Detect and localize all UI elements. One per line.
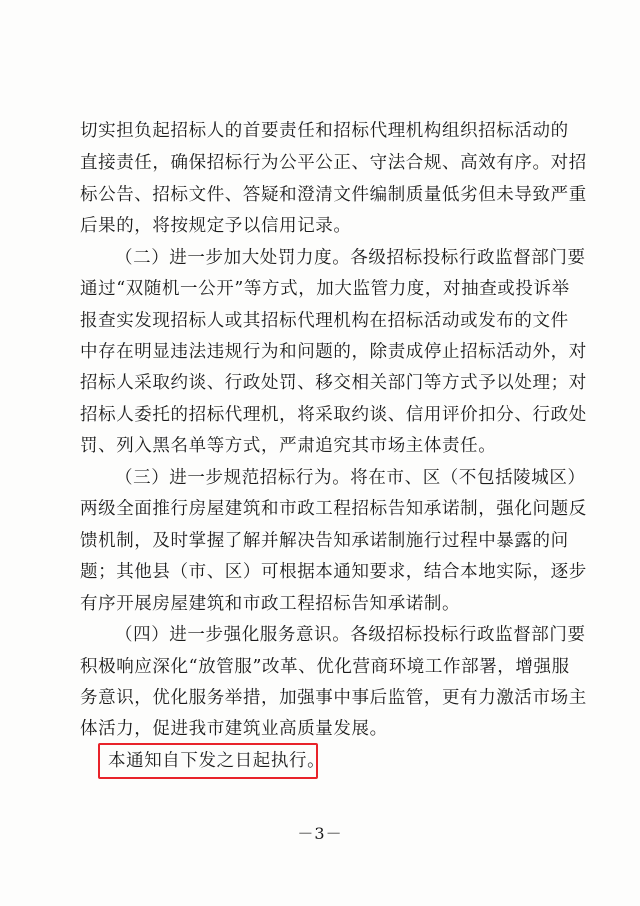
body-line: 后果的，将按规定予以信用记录。 bbox=[80, 216, 352, 236]
section-two-first-line: （二）进一步加大处罚力度。各级招标投标行政监督部门要 bbox=[115, 248, 586, 268]
page-number: －3－ bbox=[297, 824, 343, 843]
body-line: 馈机制，及时掌握了解并解决告知承诺制施行过程中暴露的问 bbox=[80, 531, 569, 551]
body-line: 报查实发现招标人或其招标代理机构在招标活动或发布的文件 bbox=[80, 311, 569, 331]
section-four-first-line: （四）进一步强化服务意识。各级招标投标行政监督部门要 bbox=[115, 625, 586, 645]
body-line: 切实担负起招标人的首要责任和招标代理机构组织招标活动的 bbox=[80, 121, 569, 141]
body-line: 务意识，优化服务举措，加强事中事后监管，更有力激活市场主 bbox=[80, 688, 587, 708]
section-three-first-line: （三）进一步规范招标行为。将在市、区（不包括陵城区） bbox=[115, 468, 586, 488]
effective-date-sentence: 本通知自下发之日起执行。 bbox=[108, 751, 326, 771]
body-line: 标公告、招标文件、答疑和澄清文件编制质量低劣但未导致严重 bbox=[80, 185, 587, 205]
body-line: 积极响应深化“放管服”改革、优化营商环境工作部署，增强服 bbox=[80, 657, 570, 677]
body-line: 中存在明显违法违规行为和问题的，除责成停止招标活动外，对 bbox=[80, 342, 587, 362]
body-line: 罚、列入黑名单等方式，严肃追究其市场主体责任。 bbox=[80, 436, 497, 456]
body-line: 体活力，促进我市建筑业高质量发展。 bbox=[80, 719, 388, 739]
body-line: 通过“双随机一公开”等方式，加大监管力度，对抽查或投诉举 bbox=[80, 279, 570, 299]
body-line: 两级全面推行房屋建筑和市政工程招标告知承诺制，强化问题反 bbox=[80, 499, 587, 519]
body-line: 招标人采取约谈、行政处罚、移交相关部门等方式予以处理；对 bbox=[80, 373, 587, 393]
body-line: 直接责任，确保招标行为公平公正、守法合规、高效有序。对招 bbox=[80, 153, 587, 173]
body-line: 有序开展房屋建筑和市政工程招标告知承诺制。 bbox=[80, 594, 461, 614]
body-line: 招标人委托的招标代理机，将采取约谈、信用评价扣分、行政处 bbox=[80, 405, 587, 425]
body-line: 题；其他县（市、区）可根据本通知要求，结合本地实际，逐步 bbox=[80, 562, 587, 582]
